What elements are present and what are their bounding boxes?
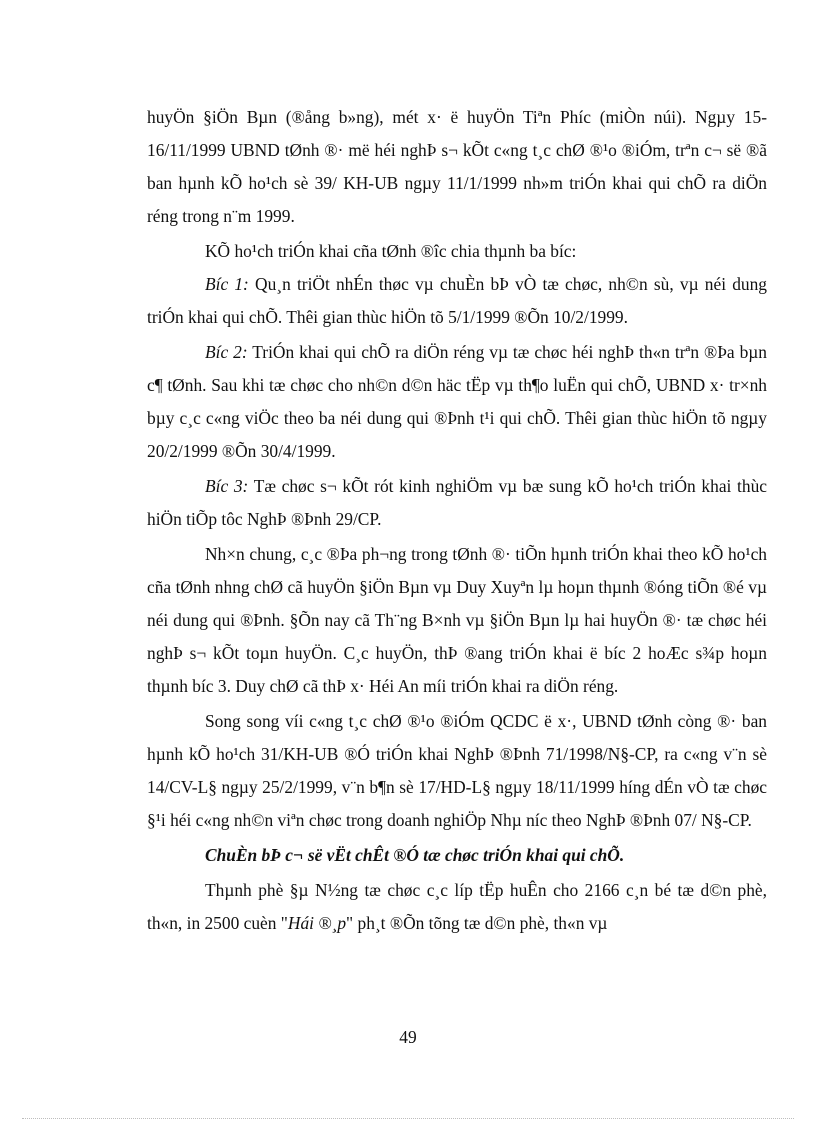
paragraph-8 [147,874,767,940]
paragraph-8-part-a: Thµnh phè §µ N½ng tæ chøc c¸c líp tËp huÊn cho 2166 c¸n bé tæ d©n phè, th«n, in 2500 cuèn " [147,880,767,933]
page-bottom-rule [22,1118,794,1119]
paragraph-step-3 [147,470,767,536]
paragraph-1: huyÖn §iÖn Bµn (®ång b»ng), mét x· ë huyÖn Tiªn Phíc (miÒn núi). Ngµy 15-16/11/1999 UBND tØnh ®· më héi nghÞ s¬ kÕt c«ng t¸c chØ ®¹o ®iÓm, trªn c¬ së ®ã ban hµnh kÕ ho¹ch sè 39/ KH-UB ngµy 11/1/1999 nh»m triÓn khai qui chÕ ra diÖn réng trong n¨m 1999. [147,107,767,226]
step-2-text: TriÓn khai qui chÕ ra diÖn réng vµ tæ chøc héi nghÞ th«n trªn ®Þa bµn c¶ tØnh. Sau khi tæ chøc cho nh©n d©n häc tËp vµ th¶o luËn qui chÕ, UBND x· tr×nh bµy c¸c c«ng viÖc theo ba néi dung qui ®Þnh t¹i qui chÕ. Thêi gian thùc hiÖn tõ ngµy 20/2/1999 ®Õn 30/4/1999. [147,342,767,461]
paragraph-step-2 [147,336,767,468]
body-text [147,101,767,940]
paragraph-step-1 [147,268,767,334]
paragraph-6: Nh×n chung, c¸c ®Þa ph¬ng trong tØnh ®· tiÕn hµnh triÓn khai theo kÕ ho¹ch cña tØnh nhng chØ cã huyÖn §iÖn Bµn vµ Duy Xuyªn lµ hoµn thµnh ®óng tiÕn ®é vµ néi dung qui ®Þnh. §Õn nay cã Th¨ng B×nh vµ §iÖn Bµn lµ hai huyÖn ®· tæ chøc héi nghÞ s¬ kÕt toµn huyÖn. C¸c huyÖn, thÞ ®ang triÓn khai ë bíc 2 hoÆc s¾p hoµn thµnh bíc 3. Duy chØ cã thÞ x· Héi An míi triÓn khai ra diÖn réng. [147,544,767,696]
paragraph-7: Song song víi c«ng t¸c chØ ®¹o ®iÓm QCDC ë x·, UBND tØnh còng ®· ban hµnh kÕ ho¹ch 31/KH-UB ®Ó triÓn khai NghÞ ®Þnh 71/1998/N§-CP, ra c«ng v¨n sè 14/CV-L§ ngµy 25/2/1999, v¨n b¶n sè 17/HD-L§ ngµy 18/11/1999 híng dÉn vÒ tæ chøc §¹i héi c«ng nh©n viªn chøc trong doanh nghiÖp Nhµ níc theo NghÞ ®Þnh 07/ N§-CP. [147,711,767,830]
section-heading: ChuÈn bÞ c¬ së vËt chÊt ®Ó tæ chøc triÓn khai qui chÕ. [205,845,625,865]
paragraph-8-italic-title: Hái ®¸p [287,913,347,933]
paragraph-2: KÕ ho¹ch triÓn khai cña tØnh ®îc chia thµnh ba bíc: [205,241,577,261]
step-3-text: Tæ chøc s¬ kÕt rót kinh nghiÖm vµ bæ sung kÕ ho¹ch triÓn khai thùc hiÖn tiÕp tôc NghÞ ®Þnh 29/CP. [147,476,767,529]
step-1-label: Bíc 1: [205,274,249,294]
step-1-text: Qu¸n triÖt nhÉn thøc vµ chuÈn bÞ vÒ tæ chøc, nh©n sù, vµ néi dung triÓn khai qui chÕ. Thêi gian thùc hiÖn tõ 5/1/1999 ®Õn 10/2/1999. [147,274,767,327]
step-2-label: Bíc 2: [205,342,248,362]
paragraph-8-part-b: " ph¸t ®Õn tõng tæ d©n phè, th«n vµ [346,913,608,933]
page-number: 49 [399,1027,417,1047]
step-3-label: Bíc 3: [205,476,249,496]
